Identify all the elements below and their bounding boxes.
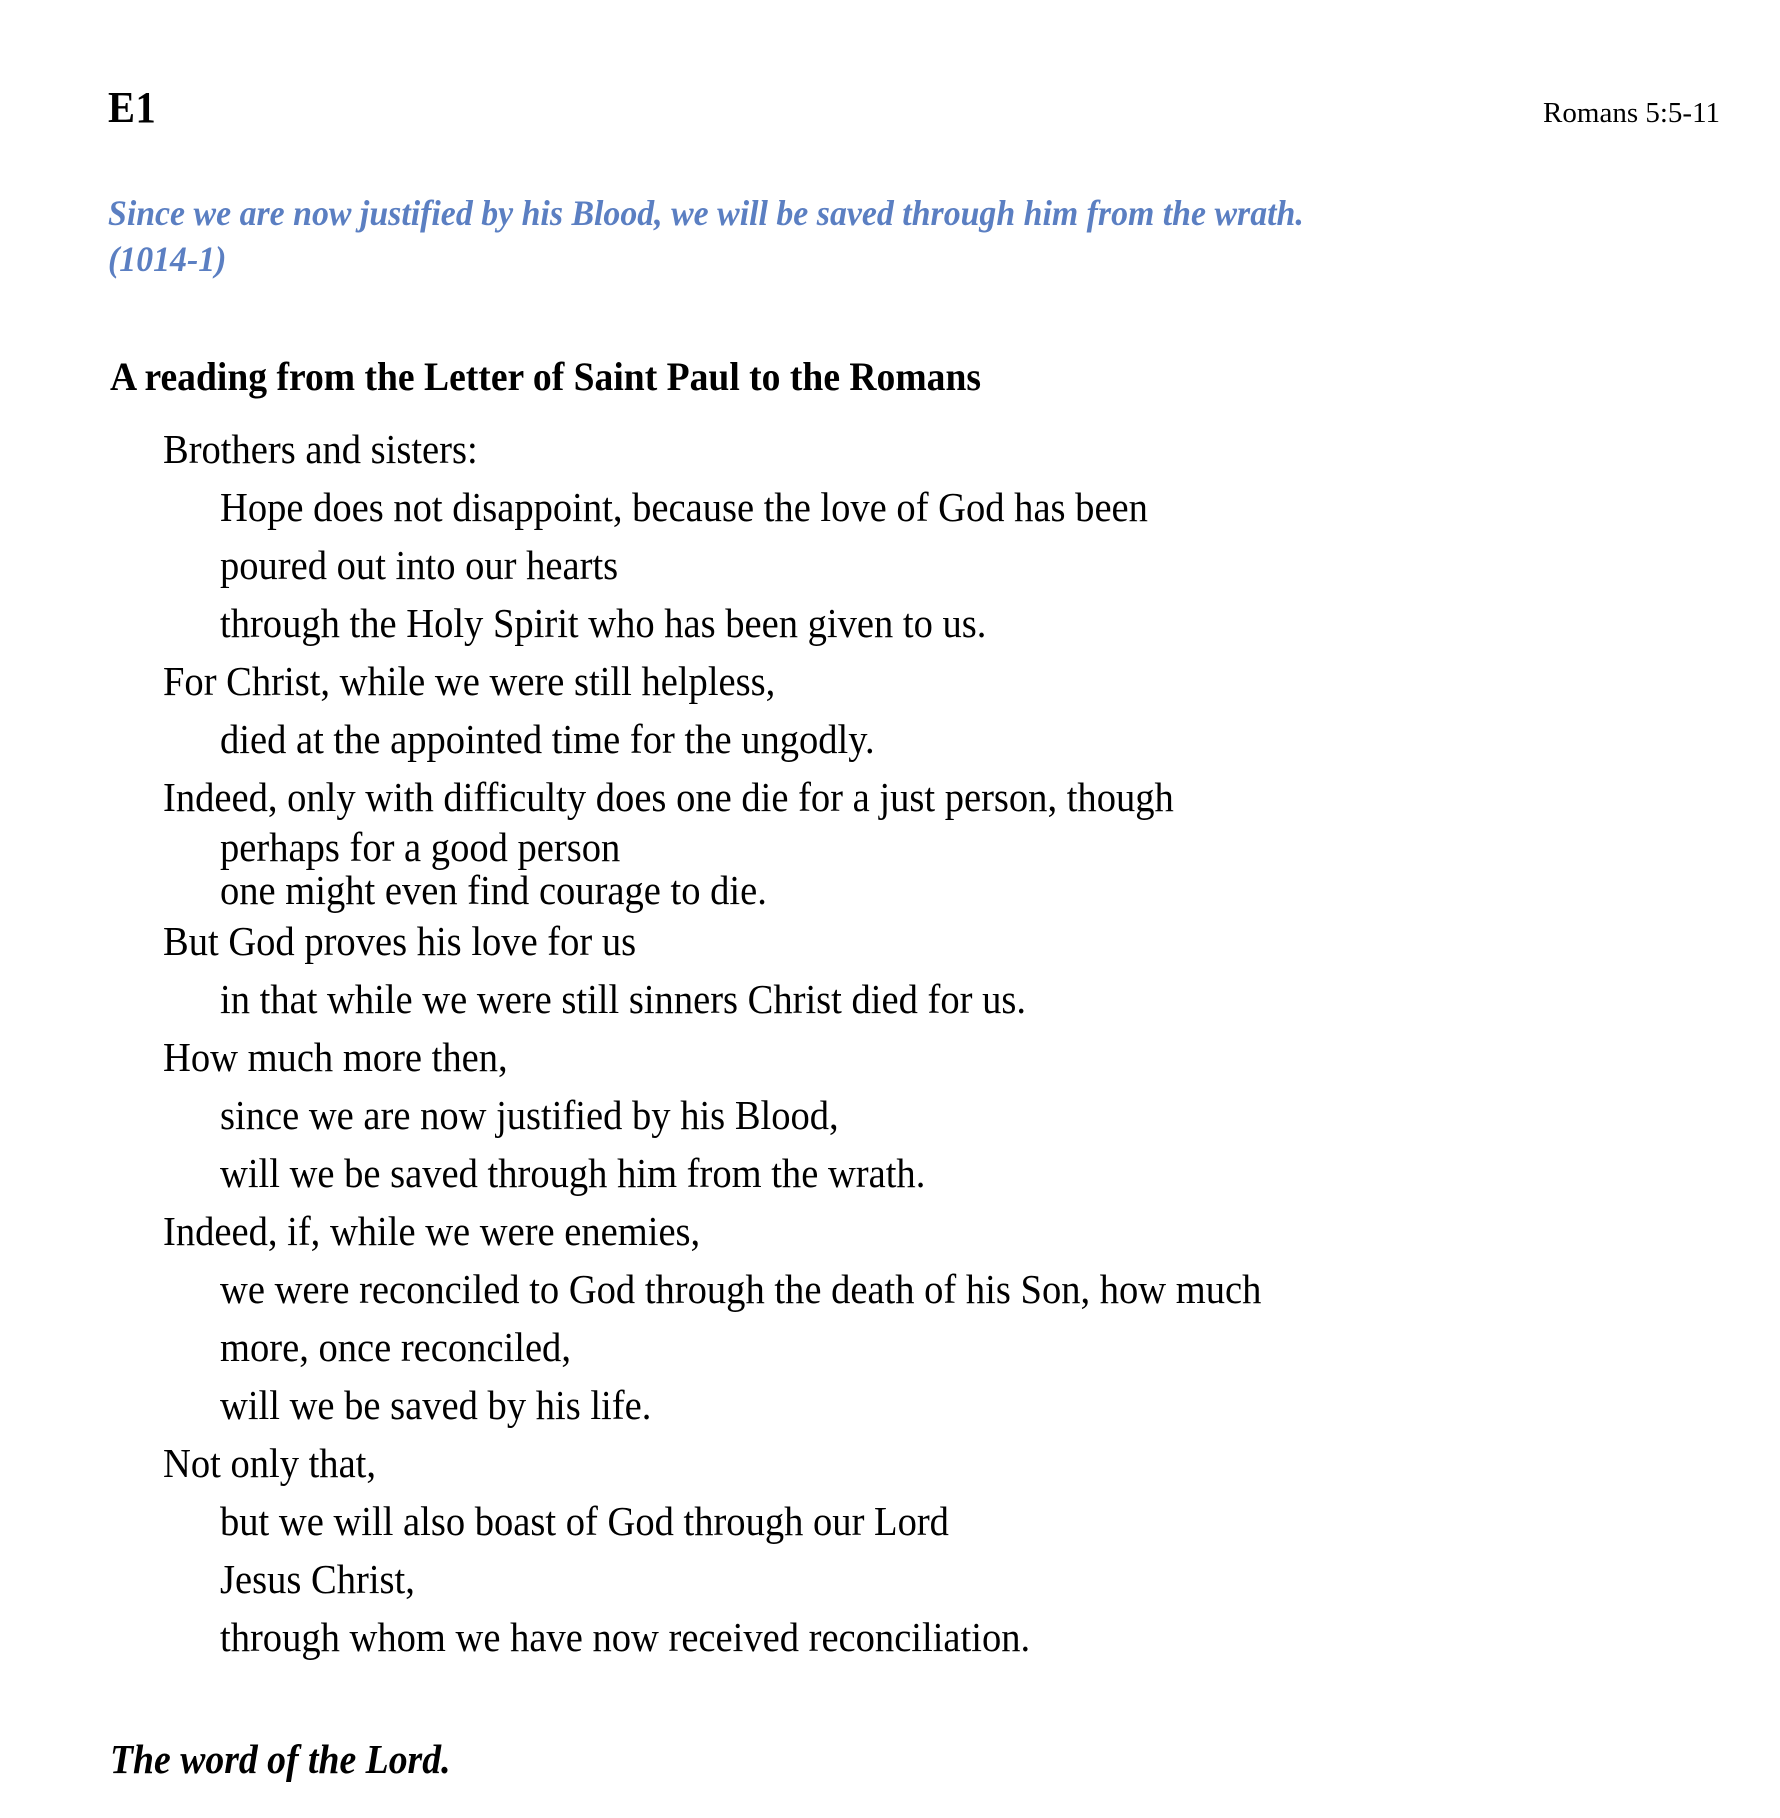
reading-sense-line: will we be saved through him from the wrath. bbox=[220, 1150, 926, 1196]
reading-sense-line: more, once reconciled, bbox=[220, 1324, 571, 1370]
antiphon-text bbox=[108, 190, 1509, 282]
reading-sense-line: but we will also boast of God through our Lord bbox=[220, 1498, 949, 1544]
closing-acclamation: The word of the Lord. bbox=[110, 1736, 451, 1782]
reading-sense-line: in that while we were still sinners Christ died for us. bbox=[220, 976, 1026, 1022]
reading-sense-line: For Christ, while we were still helpless, bbox=[163, 658, 776, 704]
reading-sense-line: one might even find courage to die. bbox=[220, 867, 767, 913]
antiphon-line: (1014-1) bbox=[108, 239, 227, 280]
reading-sense-line: since we are now justified by his Blood, bbox=[220, 1092, 839, 1138]
page-header bbox=[108, 83, 1720, 132]
reading-sense-line: Hope does not disappoint, because the love of God has been bbox=[220, 484, 1148, 530]
reading-sense-line: through whom we have now received reconciliation. bbox=[220, 1614, 1031, 1660]
reading-sense-line: will we be saved by his life. bbox=[220, 1382, 652, 1428]
reading-sense-line: died at the appointed time for the ungodly. bbox=[220, 716, 875, 762]
reading-sense-line: Jesus Christ, bbox=[220, 1556, 415, 1602]
reading-sense-line: perhaps for a good person bbox=[220, 824, 621, 870]
reading-body bbox=[110, 420, 1730, 1666]
reading-sense-line: Brothers and sisters: bbox=[163, 426, 478, 472]
antiphon-line: Since we are now justified by his Blood, we will be saved through him from the wrath. bbox=[108, 193, 1304, 233]
reading-heading: A reading from the Letter of Saint Paul to the Romans bbox=[110, 354, 982, 399]
reading-sense-line: poured out into our hearts bbox=[220, 542, 619, 588]
reading-sense-line: we were reconciled to God through the death of his Son, how much bbox=[220, 1266, 1262, 1312]
reading-sense-line: Not only that, bbox=[163, 1440, 377, 1486]
reading-sense-line: But God proves his love for us bbox=[163, 918, 637, 964]
reading-sense-line: through the Holy Spirit who has been given to us. bbox=[220, 600, 987, 646]
reading-sense-line: Indeed, only with difficulty does one die for a just person, though bbox=[163, 774, 1174, 820]
reading-sense-line: How much more then, bbox=[163, 1034, 508, 1080]
scripture-reference: Romans 5:5-11 bbox=[1543, 97, 1720, 129]
reading-code: E1 bbox=[108, 83, 157, 132]
reading-sense-line: Indeed, if, while we were enemies, bbox=[163, 1208, 701, 1254]
